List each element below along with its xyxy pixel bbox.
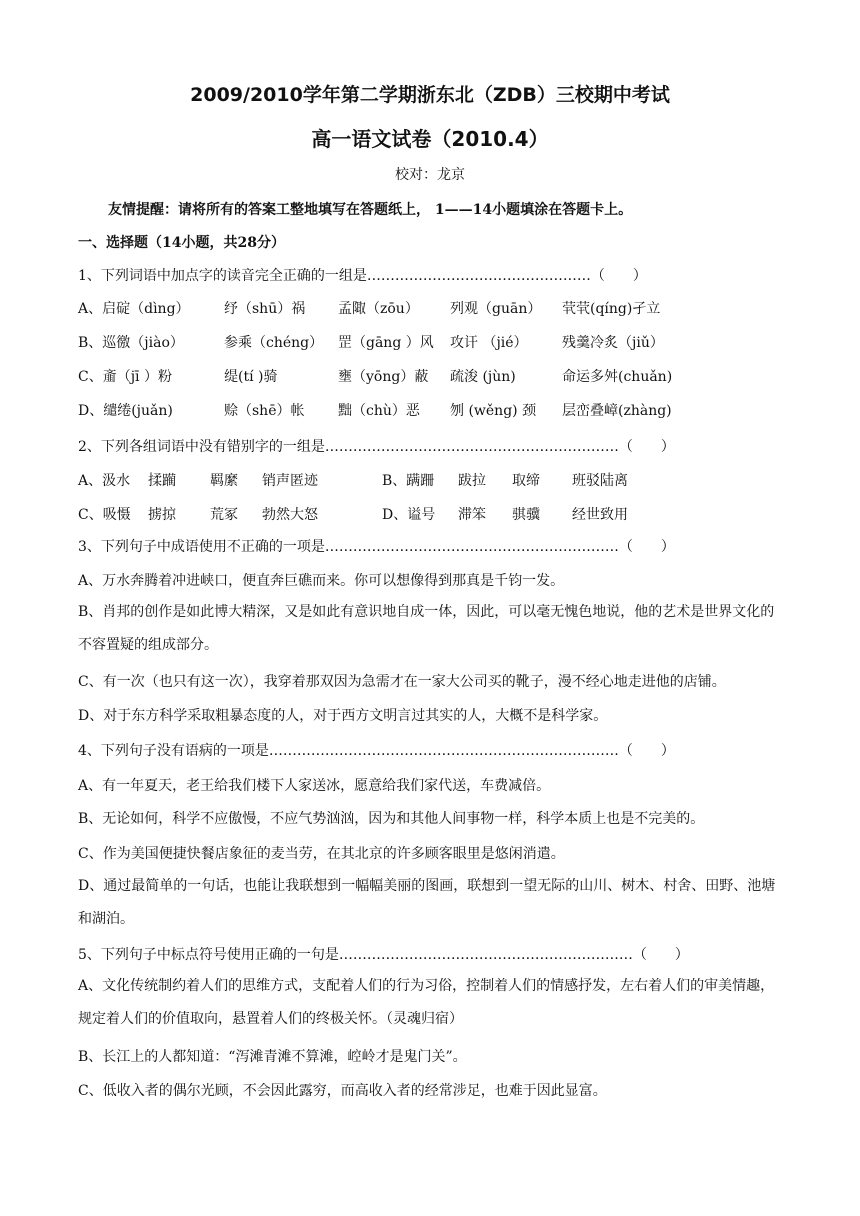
option-part: 茕茕(qíng)孑立 <box>562 301 661 317</box>
option-part: 勃然大怒 <box>262 507 318 523</box>
option-part: 壅（yōng）蔽 <box>338 369 429 385</box>
option-part: D、缱绻(juǎn) <box>78 403 173 419</box>
question-1-stem: 1、下列词语中加点字的读音完全正确的一组是…………………………………………（ ） <box>78 268 647 284</box>
exam-subtitle: 高一语文试卷（2010.4） <box>311 127 549 151</box>
option-part: 攻讦 （jié） <box>450 335 528 351</box>
option-part: B、蹒跚 <box>382 473 435 489</box>
question-4-stem: 4、下列句子没有语病的一项是…………………………………………………………………（ ） <box>78 743 675 759</box>
question-3-option-c: C、有一次（也只有这一次），我穿着那双因为急需才在一家大公司买的靴子，漫不经心地走进他的店铺。 <box>78 674 726 690</box>
option-part: 赊（shē）帐 <box>224 403 305 419</box>
question-1-option-a <box>78 298 660 318</box>
option-part: 揉躏 <box>148 473 176 489</box>
question-1-option-b <box>78 332 664 352</box>
question-3-option-a: A、万水奔腾着冲进峡口，便直奔巨礁而来。你可以想像得到那真是千钧一发。 <box>78 573 565 589</box>
reminder-note: 友情提醒：请将所有的答案工整地填写在答题纸上， 1——14小题填涂在答题卡上。 <box>108 202 633 218</box>
question-2-options-cd <box>78 504 628 524</box>
option-part: 滞笨 <box>458 507 486 523</box>
question-5-option-a: A、文化传统制约着人们的思维方式，支配着人们的行为习俗，控制着人们的情感抒发，左右着人们的审美情趣，规定着人们的价值取向，悬置着人们的终极关怀。（灵魂归宿） <box>78 978 775 1027</box>
option-part: 班驳陆离 <box>572 473 628 489</box>
option-part: 残羹冷炙（jiǔ） <box>562 335 664 351</box>
question-1-option-d <box>78 400 672 420</box>
option-part: B、巡徼（jiào） <box>78 335 184 351</box>
question-4-option-c: C、作为美国便捷快餐店象征的麦当劳，在其北京的许多顾客眼里是悠闲消遣。 <box>78 846 565 862</box>
option-part: 罡（gāng ）风 <box>338 335 434 351</box>
section-heading: 一、选择题（14小题，共28分） <box>78 235 285 251</box>
proofreader-line: 校对：龙京 <box>395 167 465 183</box>
option-part: 参乘（chéng） <box>224 335 324 351</box>
question-4-option-a: A、有一年夏天，老王给我们楼下人家送冰，愿意给我们家代送，车费减倍。 <box>78 778 551 794</box>
question-3-stem: 3、下列句子中成语使用不正确的一项是………………………………………………………（ ） <box>78 539 675 555</box>
option-part: 经世致用 <box>572 507 628 523</box>
option-part: 层峦叠嶂(zhàng) <box>562 403 672 419</box>
option-part: 刎 (wěng) 颈 <box>450 403 537 419</box>
option-part: 列观（guān） <box>450 301 542 317</box>
option-part: C、吸慑 <box>78 507 131 523</box>
question-4-option-d: D、通过最简单的一句话，也能让我联想到一幅幅美丽的图画，联想到一望无际的山川、树木、村舍、田野、池塘和湖泊。 <box>78 878 776 927</box>
question-1-option-c <box>78 366 672 386</box>
question-3-option-b: B、肖邦的创作是如此博大精深，又是如此有意识地自成一体，因此，可以毫无愧色地说，他的艺术是世界文化的不容置疑的组成部分。 <box>78 604 775 653</box>
option-part: 跋拉 <box>458 473 486 489</box>
question-5-option-c: C、低收入者的偶尔光顾，不会因此露穷，而高收入者的经常涉足，也难于因此显富。 <box>78 1083 607 1099</box>
question-2-stem: 2、下列各组词语中没有错别字的一组是………………………………………………………（ ） <box>78 439 675 455</box>
question-5-option-b: B、长江上的人都知道：“泻滩青滩不算滩，崆岭才是鬼门关”。 <box>78 1049 467 1065</box>
option-part: C、齑（jī ）粉 <box>78 369 172 385</box>
question-3-option-d: D、对于东方科学采取粗暴态度的人，对于西方文明言过其实的人，大概不是科学家。 <box>78 708 608 724</box>
option-part: 命运多舛(chuǎn) <box>562 369 673 385</box>
option-part: 疏浚 (jùn) <box>450 369 516 385</box>
question-4-option-b: B、无论如何，科学不应傲慢，不应气势汹汹，因为和其他人间事物一样，科学本质上也是不完美的。 <box>78 811 705 827</box>
option-part: A、汲水 <box>78 473 131 489</box>
option-part: 骐骥 <box>512 507 540 523</box>
option-part: A、启碇（dìng） <box>78 301 190 317</box>
question-2-options-ab <box>78 470 628 490</box>
option-part: 孟陬（zōu） <box>338 301 419 317</box>
option-part: 取缔 <box>512 473 540 489</box>
option-part: 黜（chù）恶 <box>338 403 420 419</box>
option-part: 销声匿迹 <box>262 473 318 489</box>
option-part: 缇(tí )骑 <box>224 369 278 385</box>
option-part: 掳掠 <box>148 507 176 523</box>
option-part: 羁縻 <box>210 473 238 489</box>
option-part: 纾（shū）祸 <box>224 301 306 317</box>
exam-title: 2009/2010学年第二学期浙东北（ZDB）三校期中考试 <box>190 84 670 106</box>
question-5-stem: 5、下列句子中标点符号使用正确的一句是………………………………………………………（ ） <box>78 947 689 963</box>
option-part: 荒冢 <box>210 507 238 523</box>
option-part: D、谥号 <box>382 507 436 523</box>
